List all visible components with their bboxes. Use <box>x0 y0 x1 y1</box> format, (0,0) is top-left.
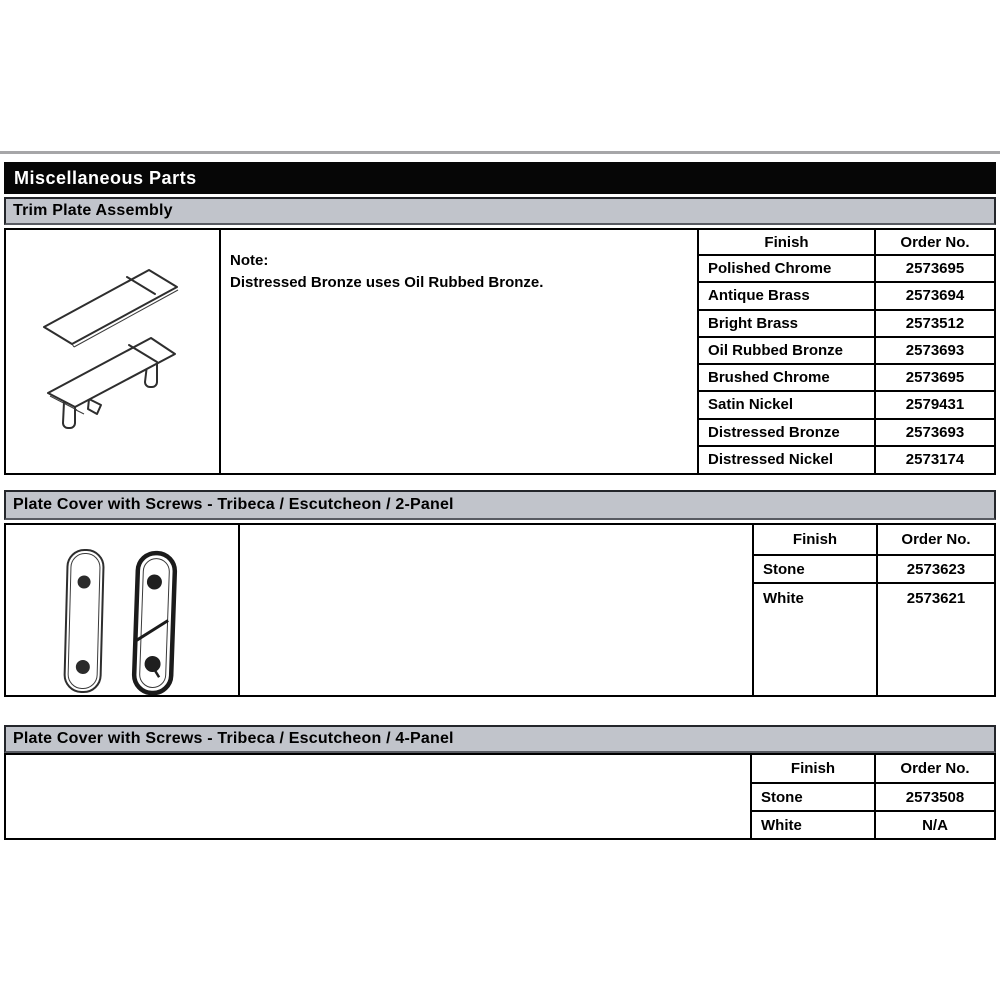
order-no-cell: 2573695 <box>875 255 994 282</box>
finish-cell: Polished Chrome <box>699 255 875 282</box>
order-no-column-header: Order No. <box>877 525 994 555</box>
order-no-cell: 2573512 <box>875 310 994 337</box>
order-no-cell: 2573623 <box>877 555 994 583</box>
parts-row <box>699 364 994 391</box>
page-header-bar <box>4 162 996 194</box>
order-no-cell: 2573508 <box>875 783 994 811</box>
parts-row <box>699 310 994 337</box>
order-no-cell: 2579431 <box>875 391 994 418</box>
parts-header-row <box>699 230 994 255</box>
page-title: Miscellaneous Parts <box>14 167 197 188</box>
finish-order-table-trim-plate <box>699 230 994 473</box>
section-title: Plate Cover with Screws - Tribeca / Escutcheon / 4-Panel <box>13 730 454 747</box>
finish-cell: Oil Rubbed Bronze <box>699 337 875 364</box>
plate-clip <box>88 399 101 414</box>
finish-order-table-4-panel <box>752 755 994 838</box>
parts-row <box>754 555 994 583</box>
note-label: Note: <box>230 252 269 269</box>
parts-row <box>699 282 994 309</box>
finish-column-header: Finish <box>699 230 875 255</box>
plate-cover-front <box>64 550 104 693</box>
parts-header-row <box>752 755 994 783</box>
parts-row <box>754 583 994 695</box>
plate-cover-drawing <box>6 525 240 695</box>
note-text: Distressed Bronze uses Oil Rubbed Bronze. <box>230 274 544 291</box>
empty-description-cell <box>6 755 752 838</box>
finish-column-header: Finish <box>752 755 875 783</box>
parts-header-row <box>754 525 994 555</box>
section-bar-plate-cover-4-panel <box>4 725 996 753</box>
finish-cell: Antique Brass <box>699 282 875 309</box>
note-cell <box>221 230 699 473</box>
section-title: Plate Cover with Screws - Tribeca / Escutcheon / 2-Panel <box>13 496 454 513</box>
plate-cover-back <box>134 552 176 693</box>
parts-row <box>752 811 994 838</box>
order-no-column-header: Order No. <box>875 755 994 783</box>
finish-cell: Stone <box>752 783 875 811</box>
finish-cell: Stone <box>754 555 877 583</box>
finish-cell: Satin Nickel <box>699 391 875 418</box>
trim-plate-drawing-icon <box>6 230 219 473</box>
finish-cell: Bright Brass <box>699 310 875 337</box>
empty-description-cell <box>240 525 754 695</box>
section-bar-trim-plate-assembly <box>4 197 996 225</box>
finish-cell: White <box>754 583 877 695</box>
order-no-cell: 2573174 <box>905 451 965 469</box>
finish-order-table-2-panel <box>754 525 994 695</box>
parts-row <box>699 255 994 282</box>
plate-cover-2-panel-table <box>4 523 996 697</box>
finish-cell: Distressed Nickel <box>699 446 875 473</box>
order-no-cell: 2573693 <box>875 419 994 446</box>
order-no-column-header: Order No. <box>875 230 994 255</box>
finish-column-header: Finish <box>754 525 877 555</box>
parts-row <box>752 783 994 811</box>
order-no-cell: 2573621 <box>906 590 966 607</box>
parts-row <box>699 337 994 364</box>
order-no-cell: 2573693 <box>875 337 994 364</box>
parts-row <box>699 391 994 418</box>
parts-row <box>699 419 994 446</box>
order-no-cell: 2573694 <box>875 282 994 309</box>
trim-plate-assembly-table <box>4 228 996 475</box>
plate-cover-drawing-icon <box>6 525 238 695</box>
finish-cell: White <box>752 811 875 838</box>
order-no-cell: 2573695 <box>875 364 994 391</box>
section-title: Trim Plate Assembly <box>13 202 173 219</box>
top-divider-line <box>0 151 1000 154</box>
parts-row <box>699 446 994 473</box>
trim-plate-assembly-drawing <box>6 230 221 473</box>
plate-cover-4-panel-table <box>4 753 996 840</box>
top-trim-plate <box>44 270 177 344</box>
order-no-cell: N/A <box>922 816 948 834</box>
finish-cell: Distressed Bronze <box>699 419 875 446</box>
finish-cell: Brushed Chrome <box>699 364 875 391</box>
section-bar-plate-cover-2-panel <box>4 490 996 520</box>
